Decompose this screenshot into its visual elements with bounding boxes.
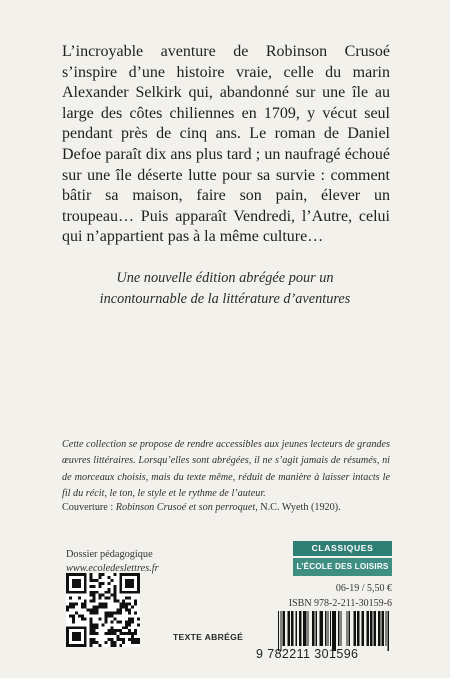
cover-credit-label: Couverture : (62, 502, 116, 513)
teaching-dossier (66, 548, 159, 575)
publisher-name: L’ÉCOLE DES LOISIRS (293, 558, 392, 576)
cover-credit-title: Robinson Crusoé et son perroquet (115, 502, 256, 513)
abridged-label: TEXTE ABRÉGÉ (173, 632, 244, 642)
price-code: 06-19 / 5,50 € (335, 583, 392, 594)
tagline-line-2: incontournable de la littérature d’aventures (99, 291, 351, 307)
tagline (50, 268, 400, 310)
publisher-badge (293, 541, 392, 576)
cover-credit-author: , N.C. Wyeth (1920). (255, 502, 341, 513)
barcode-icon (278, 611, 390, 651)
collection-description (62, 437, 390, 503)
dossier-url[interactable]: www.ecoledeslettres.fr (66, 562, 159, 574)
isbn: ISBN 978-2-211-30159-6 (288, 598, 392, 609)
collection-badge: CLASSIQUES (293, 541, 392, 556)
qr-code-icon[interactable] (66, 573, 140, 647)
collection-description-intro: Cette collection se propose de rendre accessibles aux jeunes lecteurs de grandes œuvres littéraires. Lorsqu’elles sont abrégées, (62, 439, 390, 467)
summary-blurb: L’incroyable aventure de Robinson Crusoé s’inspire d’une histoire vraie, celle du marin Alexander Selkirk qui, abandonné sur une île au large des côtes chiliennes en 1709, y vécut seul pendant près de cinq ans. Le roman de Daniel Defoe paraît dix ans plus tard ; un naufragé échoué sur une île déserte lutte pour sa survie : comment bâtir sa maison, faire son pain, élever un troupeau… Puis apparaît Vendredi, l’Autre, celui qui n’appartient pas à la même culture… (62, 43, 390, 246)
barcode-digits: 9 782211 301596 (256, 647, 359, 661)
tagline-line-1: Une nouvelle édition abrégée pour un (116, 270, 334, 286)
dossier-label: Dossier pédagogique (66, 549, 153, 560)
cover-credit (62, 502, 392, 513)
collection-description-emphasis: il ne s’agit jamais de résumés, ni de morceaux choisis, mais du texte même, réduit de manière à laisser intacts le fil du récit, le ton, le style et le rythme de l’auteur. (62, 455, 390, 500)
